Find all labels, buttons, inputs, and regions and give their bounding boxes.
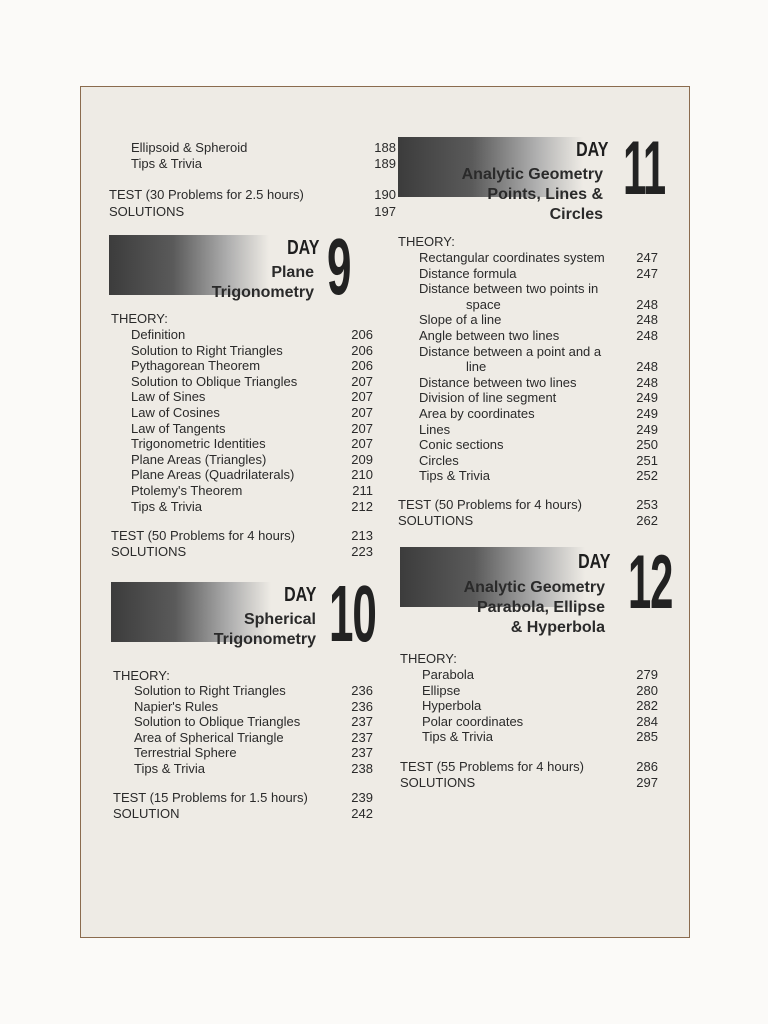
entry-page: 239 — [351, 790, 373, 805]
entry-label: Tips & Trivia — [131, 498, 203, 514]
entry-label: TEST (50 Problems for 4 hours) — [398, 497, 582, 512]
entry-page: 238 — [351, 761, 373, 776]
entry-page: 237 — [351, 714, 373, 730]
entry-page: 211 — [352, 483, 373, 498]
entry-label: SOLUTIONS — [398, 513, 474, 528]
entry-page: 206 — [351, 342, 373, 358]
entry-label: Distance between two lines — [419, 374, 577, 390]
entry-label: Ptolemy's Theorem — [131, 483, 243, 498]
entry-label: Plane Areas (Quadrilaterals) — [131, 467, 295, 483]
entry-label: TEST (30 Problems for 2.5 hours) — [109, 187, 304, 202]
entry-page: 212 — [351, 498, 373, 514]
entry-page: 248 — [636, 312, 658, 328]
entry-label: Ellipse — [422, 682, 461, 698]
subject-title — [212, 263, 314, 303]
entry-page: 286 — [636, 759, 658, 774]
entry-page: 297 — [636, 775, 658, 790]
entry-page: 237 — [351, 729, 373, 745]
entry-page: 206 — [351, 358, 373, 374]
entry-label: Rectangular coordinates system — [419, 250, 605, 265]
entry-label: Parabola — [422, 667, 475, 682]
entry-page: 242 — [351, 806, 373, 821]
entry-label: space — [466, 296, 501, 312]
subject-line: Points, Lines & — [487, 186, 603, 203]
entry-page: 249 — [636, 406, 658, 421]
entry-page: 280 — [636, 682, 658, 698]
entry-page: 236 — [351, 683, 373, 698]
entry-label: Law of Tangents — [131, 420, 226, 436]
entry-page: 250 — [636, 437, 658, 453]
entry-page: 249 — [636, 421, 658, 437]
entry-page: 248 — [636, 359, 658, 375]
entry-label: Solution to Oblique Triangles — [134, 714, 301, 730]
day-label: DAY — [577, 551, 610, 573]
subject-title — [214, 610, 316, 650]
entry-label: TEST (15 Problems for 1.5 hours) — [113, 790, 308, 805]
toc-page — [80, 86, 690, 938]
subject-line: Circles — [549, 206, 603, 223]
entry-page: 207 — [351, 420, 373, 436]
entry-label: TEST (55 Problems for 4 hours) — [400, 759, 584, 774]
day-number: 9 — [327, 222, 351, 311]
entry-page: 207 — [351, 436, 373, 452]
entry-label: Area by coordinates — [419, 406, 535, 421]
entry-label: Distance between two points in — [419, 281, 599, 297]
entry-page: 207 — [351, 373, 373, 389]
entry-page: 190 — [374, 187, 396, 202]
subject-line: Analytic Geometry — [461, 166, 603, 183]
entry-label: Angle between two lines — [419, 328, 560, 343]
subject-line: Parabola, Ellipse — [476, 599, 605, 616]
subject-line: Trigonometry — [213, 631, 316, 648]
entry-page: 253 — [636, 497, 658, 512]
entry-label: Solution to Oblique Triangles — [131, 373, 298, 389]
entry-page: 282 — [636, 698, 658, 714]
entry-label: Napier's Rules — [134, 698, 219, 714]
entry-label: SOLUTIONS — [400, 775, 476, 790]
entry-label: Solution to Right Triangles — [131, 342, 283, 358]
entry-page: 207 — [351, 405, 373, 420]
theory-label: THEORY: — [400, 651, 457, 666]
day10-banner — [111, 569, 391, 658]
entry-page: 262 — [636, 513, 658, 528]
entry-page: 236 — [351, 698, 373, 714]
subject-title — [464, 578, 605, 638]
entry-label: Conic sections — [419, 437, 504, 453]
entry-label: line — [466, 359, 487, 375]
entry-label: Tips & Trivia — [422, 729, 494, 745]
entry-label: Distance between a point and a — [419, 343, 602, 359]
entry-label: Terrestrial Sphere — [134, 745, 237, 761]
entry-label: TEST (50 Problems for 4 hours) — [111, 528, 295, 543]
day-label: DAY — [286, 237, 319, 259]
entry-label: Circles — [419, 452, 459, 468]
entry-label: Plane Areas (Triangles) — [131, 451, 267, 467]
entry-label: Tips & Trivia — [131, 156, 203, 171]
subject-line: Analytic Geometry — [463, 579, 605, 596]
entry-label: SOLUTION — [113, 806, 180, 821]
theory-label: THEORY: — [111, 311, 168, 326]
entry-label: Definition — [131, 327, 186, 342]
entry-page: 223 — [351, 544, 373, 559]
subject-title — [462, 165, 603, 225]
day-label: DAY — [283, 584, 316, 606]
entry-label: Ellipsoid & Spheroid — [131, 140, 248, 155]
entry-page: 249 — [636, 390, 658, 406]
entry-page: 213 — [351, 528, 373, 543]
subject-line: Trigonometry — [211, 284, 314, 301]
entry-page: 197 — [374, 204, 396, 219]
day-number: 10 — [329, 569, 376, 658]
entry-page: 247 — [636, 265, 658, 281]
entry-label: Solution to Right Triangles — [134, 683, 286, 698]
entry-page: 188 — [374, 140, 396, 155]
day-number: 11 — [623, 126, 665, 211]
entry-label: Slope of a line — [419, 312, 502, 328]
entry-page: 210 — [351, 467, 373, 483]
entry-page: 279 — [636, 667, 658, 682]
day-number: 12 — [628, 540, 673, 625]
entry-label: Polar coordinates — [422, 713, 524, 729]
entry-label: Tips & Trivia — [134, 761, 206, 776]
day-label: DAY — [575, 139, 608, 161]
entry-page: 248 — [636, 296, 658, 312]
entry-label: Trigonometric Identities — [131, 436, 266, 452]
entry-page: 248 — [636, 328, 658, 343]
entry-label: Law of Sines — [131, 389, 206, 405]
entry-label: Hyperbola — [422, 698, 482, 714]
entry-page: 251 — [636, 452, 658, 468]
day11-banner — [398, 126, 698, 223]
entry-page: 209 — [351, 451, 373, 467]
entry-label: Law of Cosines — [131, 405, 220, 420]
day12-banner — [400, 540, 700, 636]
theory-label: THEORY: — [398, 234, 455, 249]
subject-line: & Hyperbola — [510, 619, 605, 636]
entry-page: 248 — [636, 374, 658, 390]
entry-label: Lines — [419, 421, 451, 437]
entry-page: 207 — [351, 389, 373, 405]
theory-label: THEORY: — [113, 668, 170, 683]
entry-page: 237 — [351, 745, 373, 761]
entry-label: Division of line segment — [419, 390, 557, 406]
entry-page: 247 — [636, 250, 658, 265]
entry-page: 285 — [636, 729, 658, 745]
day9-banner — [109, 222, 389, 311]
entry-label: SOLUTIONS — [109, 204, 185, 219]
subject-line: Spherical — [243, 611, 316, 628]
entry-label: Pythagorean Theorem — [131, 358, 261, 374]
subject-line: Plane — [271, 264, 314, 281]
entry-label: Tips & Trivia — [419, 468, 491, 484]
entry-label: SOLUTIONS — [111, 544, 187, 559]
entry-page: 284 — [636, 713, 658, 729]
entry-page: 206 — [351, 327, 373, 342]
entry-label: Area of Spherical Triangle — [134, 729, 284, 745]
entry-label: Distance formula — [419, 265, 517, 281]
entry-page: 189 — [374, 156, 396, 171]
entry-page: 252 — [636, 468, 658, 484]
